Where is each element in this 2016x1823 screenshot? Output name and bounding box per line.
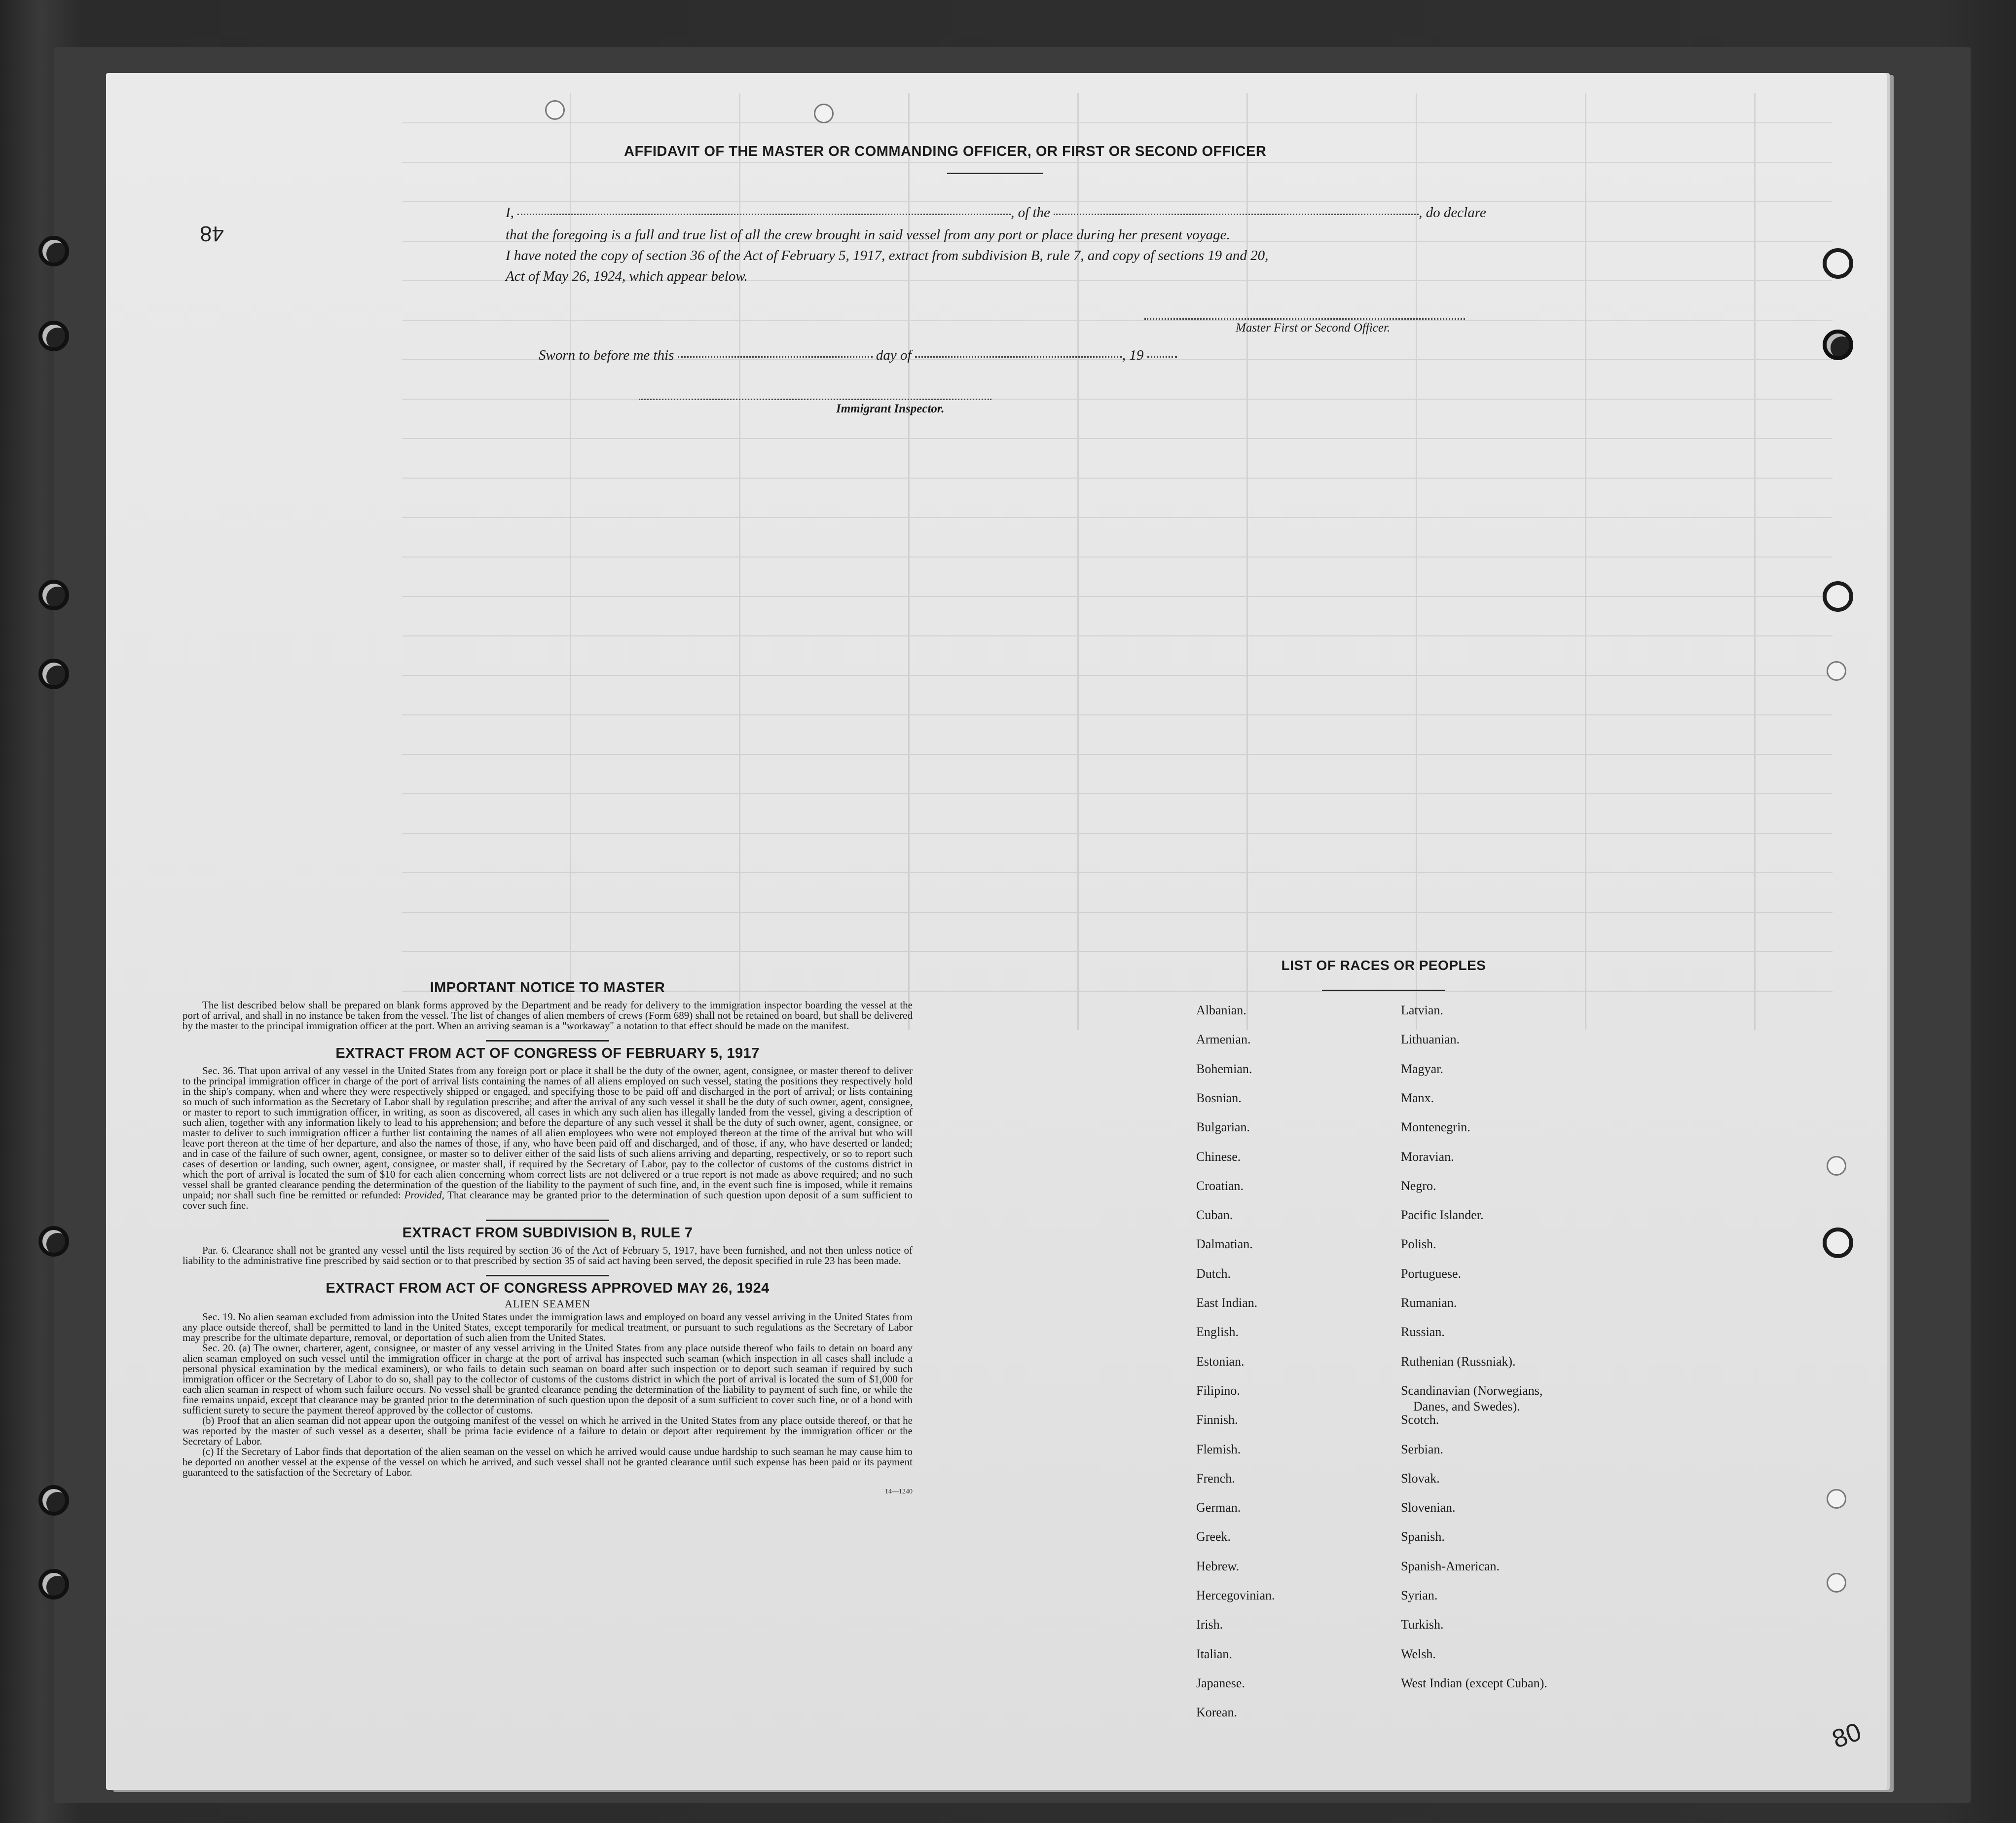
sworn-year-blank — [1147, 356, 1177, 358]
race-item: Rumanian. — [1401, 1296, 1457, 1310]
race-item: Estonian. — [1196, 1354, 1245, 1369]
extract-rule7-body: Par. 6. Clearance shall not be granted any vessel until the lists required by section 36 of the Act of February 5, 1917, have been furnished, and not then unless notice of liability to the administrative fine prescribed by said section or to that prescribed by section 35 of said act having been served, the deposit specified in rule 23 has been made. — [183, 1244, 913, 1266]
race-item: Japanese. — [1196, 1676, 1245, 1690]
race-item: Serbian. — [1401, 1442, 1443, 1456]
handwritten-mark: 80 — [1828, 1717, 1866, 1754]
race-item: Greek. — [1196, 1529, 1231, 1544]
race-item: West Indian (except Cuban). — [1401, 1676, 1547, 1690]
punch-hole — [38, 1485, 69, 1516]
race-item: Turkish. — [1401, 1617, 1444, 1632]
punch-hole — [1823, 330, 1853, 360]
race-item: Magyar. — [1401, 1062, 1443, 1076]
title-rule — [947, 173, 1043, 174]
race-item: Filipino. — [1196, 1383, 1240, 1398]
affidavit-body-line: that the foregoing is a full and true list of all the crew brought in said vessel from any port or place during her present voyage. — [506, 227, 1230, 243]
declaration-line — [506, 205, 1591, 221]
race-item: Montenegrin. — [1401, 1120, 1470, 1134]
race-item: Dutch. — [1196, 1266, 1231, 1281]
affidavit-body-line: Act of May 26, 1924, which appear below. — [506, 268, 748, 284]
inspector-signature-label: Immigrant Inspector. — [836, 402, 945, 415]
declaration-do-declare: , do declare — [1419, 205, 1486, 221]
sworn-line — [539, 347, 1177, 364]
sworn-day-of: day of — [876, 347, 912, 363]
punch-hole — [38, 321, 69, 351]
punch-hole — [1823, 248, 1853, 279]
race-item: Syrian. — [1401, 1588, 1438, 1602]
name-blank — [517, 214, 1011, 215]
race-item: Spanish. — [1401, 1529, 1445, 1544]
race-item: Danes, and Swedes). — [1413, 1399, 1520, 1414]
race-item: Moravian. — [1401, 1150, 1454, 1164]
margin-number-mark: 48 — [200, 222, 224, 246]
race-item: Albanian. — [1196, 1003, 1246, 1017]
section-divider — [486, 1220, 609, 1221]
manifest-sheet — [106, 73, 1887, 1790]
vessel-blank — [1054, 214, 1419, 215]
master-signature-line — [1144, 318, 1465, 320]
punch-hole — [1827, 1156, 1846, 1176]
race-item: Bulgarian. — [1196, 1120, 1250, 1134]
race-item: English. — [1196, 1325, 1239, 1339]
form-number: 14—1240 — [885, 1488, 913, 1495]
extract-1917-body — [183, 1066, 913, 1211]
punch-hole — [38, 1226, 69, 1257]
legal-notices — [163, 976, 932, 1497]
race-item: Portuguese. — [1401, 1266, 1462, 1281]
sec36-text-end: That clearance may be granted prior to the determination of such question upon deposit of a sum sufficient to cover such fine. — [183, 1189, 913, 1211]
race-item: Lithuanian. — [1401, 1032, 1460, 1046]
race-item: East Indian. — [1196, 1296, 1258, 1310]
race-item: Bohemian. — [1196, 1062, 1252, 1076]
sworn-before-me: Sworn to before me this — [539, 347, 674, 363]
sec20b-body: (b) Proof that an alien seaman did not appear upon the outgoing manifest of the vessel on which he arrived in the United States from any place outside thereof, or that he was reported by the master of such vessel as a deserter, shall be prima facie evidence of a failure to detain or deport after requirement by the immigration officer or the Secretary of Labor. — [183, 1414, 913, 1447]
race-item: Bosnian. — [1196, 1091, 1242, 1105]
punch-hole — [38, 236, 69, 266]
races-heading: LIST OF RACES OR PEOPLES — [1281, 958, 1486, 973]
alien-seamen-subheading: ALIEN SEAMEN — [505, 1298, 590, 1310]
punch-hole — [38, 580, 69, 610]
punch-hole — [38, 659, 69, 689]
race-item: Slovak. — [1401, 1471, 1440, 1486]
extract-1917-heading: EXTRACT FROM ACT OF CONGRESS OF FEBRUARY 5, 1917 — [335, 1045, 760, 1061]
inspector-signature-line — [639, 399, 991, 400]
sworn-month-blank — [915, 356, 1122, 358]
extract-rule7-heading: EXTRACT FROM SUBDIVISION B, RULE 7 — [402, 1225, 693, 1241]
affidavit-title: AFFIDAVIT OF THE MASTER OR COMMANDING OFFICER, OR FIRST OR SECOND OFFICER — [624, 144, 1267, 159]
extract-1924-heading: EXTRACT FROM ACT OF CONGRESS APPROVED MAY 26, 1924 — [326, 1280, 770, 1296]
race-item: Irish. — [1196, 1617, 1223, 1632]
race-item: Spanish-American. — [1401, 1559, 1500, 1573]
sec36-provided: Provided, — [404, 1189, 444, 1201]
sec20c-body: (c) If the Secretary of Labor finds that deportation of the alien seaman on the vessel on which he arrived would cause undue hardship to such seaman he may cause him to be deported on another vessel at the expense of the vessel on which he arrived, and such vessel shall not be granted clearance until such expense has been paid or its payment guaranteed to the satisfaction of the Secretary of Labor. — [183, 1446, 913, 1478]
race-item: Flemish. — [1196, 1442, 1241, 1456]
race-item: Pacific Islander. — [1401, 1208, 1484, 1222]
race-item: Slovenian. — [1401, 1500, 1456, 1515]
notice-heading: IMPORTANT NOTICE TO MASTER — [430, 980, 665, 996]
punch-hole — [1827, 661, 1846, 681]
race-item: Cuban. — [1196, 1208, 1233, 1222]
race-item: Scandinavian (Norwegians, — [1401, 1383, 1543, 1398]
punch-hole — [545, 100, 565, 120]
race-item: Latvian. — [1401, 1003, 1443, 1017]
race-item: Hebrew. — [1196, 1559, 1240, 1573]
race-item: Croatian. — [1196, 1179, 1244, 1193]
declaration-of-the: , of the — [1011, 205, 1050, 221]
section-divider — [486, 1275, 609, 1276]
race-item: Ruthenian (Russniak). — [1401, 1354, 1516, 1369]
race-item: Dalmatian. — [1196, 1237, 1253, 1251]
race-item: Russian. — [1401, 1325, 1445, 1339]
sworn-year-prefix: , 19 — [1122, 347, 1144, 363]
sworn-day-blank — [678, 356, 873, 358]
race-item: Chinese. — [1196, 1150, 1241, 1164]
races-rule — [1322, 990, 1445, 991]
sec20a-body: Sec. 20. (a) The owner, charterer, agent, consignee, or master of any vessel arriving in the United States from any place outside thereof who fails to detain on board any alien seaman employed on such vessel until the immigration officer in charge at the port of arrival has inspected such seaman (which inspection in all cases shall include a personal physical examination by the medical examiners), or who fails to detain such seaman on board after such inspection or to deport such seaman if required by such immigration officer or the Secretary of Labor to do so, shall pay to the collector of customs of the customs district in which the port of arrival is located the sum of $1,000 for each alien seaman in respect of whom such failure occurs. No vessel shall be granted clearance pending the determination of the liability to payment of such fine, or while the fine remains unpaid, except that clearance may be granted prior to the determination of such question upon the deposit of a sum sufficient to cover such fine, or of a bond with sufficient surety to secure the payment thereof approved by the collector of customs. — [183, 1342, 913, 1416]
race-item: Negro. — [1401, 1179, 1436, 1193]
punch-hole — [38, 1569, 69, 1600]
punch-hole — [1823, 1228, 1853, 1258]
punch-hole — [1823, 581, 1853, 612]
sec19-body: Sec. 19. No alien seaman excluded from admission into the United States under the immigration laws and employed on board any vessel arriving in the United States from any place outside thereof, shall be permitted to land in the United States, except temporarily for medical treatment, or pursuant to such regulations as the Secretary of Labor may prescribe for the ultimate departure, removal, or deportation of such alien from the United States. — [183, 1311, 913, 1343]
punch-hole — [1827, 1573, 1846, 1593]
affidavit-body-line: I have noted the copy of section 36 of the Act of February 5, 1917, extract from subdivision B, rule 7, and copy of sections 19 and 20, — [506, 248, 1269, 263]
punch-hole — [814, 104, 834, 123]
race-item: Finnish. — [1196, 1413, 1238, 1427]
race-item: French. — [1196, 1471, 1235, 1486]
master-signature-label: Master First or Second Officer. — [1236, 321, 1391, 335]
race-item: Manx. — [1401, 1091, 1434, 1105]
race-item: Welsh. — [1401, 1647, 1436, 1661]
race-item: Hercegovinian. — [1196, 1588, 1275, 1602]
sec36-text: Sec. 36. That upon arrival of any vessel in the United States from any foreign port or place it shall be the duty of the owner, agent, consignee, or master thereof to deliver to the principal immigration officer in charge of the port of arrival lists containing the names of all aliens employed on such vessel, stating the positions they respectively hold in the ship's company, when and where they were respectively shipped or engaged, and specifying those to be paid off and discharged in the port of arrival; or lists containing so much of such information as the Secretary of Labor shall by regulation prescribe; and after the arrival of any such vessel it shall be the duty of such owner, agent, consignee, or master to report to such immigration officer, in writing, as soon as discovered, all cases in which any such alien has illegally landed from the vessel, giving a description of such alien, together with any information likely to lead to his apprehension; and before the departure of any such vessel it shall be the duty of such owner, agent, consignee, or master to deliver to such immigration officer a further list containing the names of all alien employees who were not employed thereon at the time of the arrival but who will leave port thereon at the time of her departure, and also the names of those, if any, who have been paid off and discharged, and of those, if any, who have deserted or landed; and in case of the failure of such owner, agent, consignee, or master so to deliver either of the said lists of such aliens arriving and departing, respectively, or so to report such cases of desertion or landing, such owner, agent, consignee, or master shall, if required by the Secretary of Labor, pay to the collector of customs of the customs district in which the port of arrival is located the sum of $10 for each alien concerning whom correct lists are not delivered or a true report is not made as above required; and no such vessel shall be granted clearance pending the determination of the question of the liability to the payment of such fine, and, in the event such fine is imposed, while it remains unpaid; nor shall such fine be remitted or refunded: — [183, 1065, 913, 1201]
race-item: Scotch. — [1401, 1413, 1439, 1427]
section-divider — [486, 1040, 609, 1042]
race-item: Italian. — [1196, 1647, 1232, 1661]
race-item: Armenian. — [1196, 1032, 1251, 1046]
notice-body: The list described below shall be prepared on blank forms approved by the Department and be ready for delivery to the immigration inspector boarding the vessel at the port of arrival, and shall in no instance be taken from the vessel. The list of changes of alien members of crews (Form 689) shall not be retained on board, but shall be delivered by the master to the principal immigration officer at the port. When an arriving seaman is a "workaway" a notation to that effect should be made on the manifest. — [183, 999, 913, 1032]
declaration-i: I, — [506, 205, 514, 221]
race-item: Korean. — [1196, 1705, 1238, 1719]
race-item: Polish. — [1401, 1237, 1436, 1251]
punch-hole — [1827, 1489, 1846, 1509]
race-item: German. — [1196, 1500, 1241, 1515]
